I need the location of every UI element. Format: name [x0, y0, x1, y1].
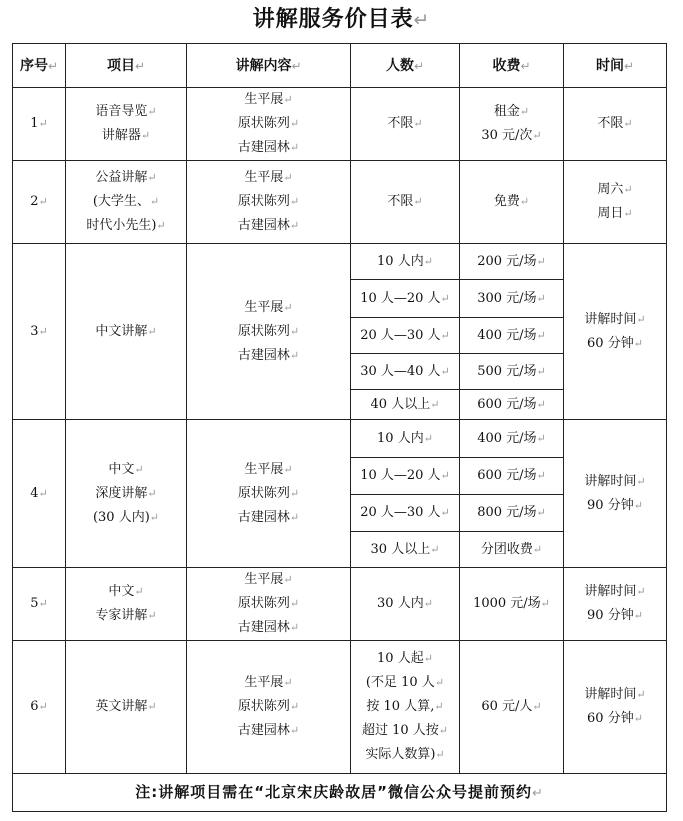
content-line	[189, 568, 348, 592]
time-text: 60 分钟	[587, 711, 634, 726]
row-number-text: 3	[30, 323, 39, 339]
project-line	[68, 190, 184, 214]
content-text: 古建园林	[237, 509, 290, 525]
content-line	[189, 320, 348, 344]
time-cell	[564, 244, 667, 420]
people-text: 10 人内	[377, 253, 424, 269]
paragraph-mark: ↵	[289, 348, 300, 362]
project-text: 讲解器	[101, 128, 141, 143]
content-text: 生平展	[244, 675, 284, 690]
paragraph-mark: ↵	[283, 93, 293, 106]
paragraph-mark: ↵	[636, 585, 646, 598]
time-text: 90 分钟	[587, 497, 634, 513]
time-text: 讲解时间	[584, 473, 637, 489]
paragraph-mark: ↵	[536, 291, 546, 305]
time-text: 90 分钟	[587, 608, 634, 623]
project-text: 中文讲解	[95, 323, 148, 339]
paragraph-mark: ↵	[633, 336, 643, 350]
fee-text: 60 元/人	[481, 699, 533, 714]
project-text: 时代小先生)	[86, 218, 157, 233]
content-cell	[187, 161, 351, 244]
paragraph-mark: ↵	[149, 195, 160, 208]
paragraph-mark: ↵	[289, 195, 300, 208]
paragraph-mark: ↵	[147, 609, 157, 622]
paragraph-mark: ↵	[636, 688, 646, 701]
paragraph-mark: ↵	[633, 498, 643, 512]
paragraph-mark: ↵	[532, 700, 542, 713]
project-line	[68, 124, 184, 148]
content-text: 古建园林	[237, 218, 290, 233]
people-cell	[351, 641, 460, 774]
content-cell	[187, 641, 351, 774]
time-text: 60 分钟	[587, 335, 634, 351]
paragraph-mark: ↵	[134, 585, 144, 598]
row-number-text: 6	[30, 699, 39, 714]
paragraph-mark: ↵	[440, 328, 450, 342]
people-cell	[351, 318, 460, 354]
content-cell	[187, 88, 351, 161]
paragraph-mark: ↵	[423, 254, 433, 268]
paragraph-mark: ↵	[48, 58, 58, 73]
time-text: 周日	[597, 206, 624, 221]
content-line	[189, 506, 348, 530]
row-number	[13, 244, 66, 420]
time-cell	[564, 568, 667, 641]
people-text: 超过 10 人按	[361, 723, 439, 738]
row-number	[13, 420, 66, 568]
paragraph-mark: ↵	[147, 486, 157, 500]
fee-text: 1000 元/场	[473, 596, 541, 611]
time-cell	[564, 161, 667, 244]
row-number	[13, 568, 66, 641]
column-header-text: 人数	[386, 57, 415, 74]
content-text: 原状陈列	[237, 485, 290, 501]
paragraph-mark: ↵	[540, 597, 550, 610]
project-text: (30 人内)	[92, 509, 150, 525]
people-text: 按 10 人算,	[366, 699, 435, 714]
content-line	[189, 296, 348, 320]
time-line	[566, 332, 664, 356]
time-line	[566, 494, 664, 518]
time-text: 讲解时间	[584, 311, 637, 327]
content-line	[189, 592, 348, 616]
paragraph-mark: ↵	[38, 597, 48, 610]
paragraph-mark: ↵	[536, 364, 546, 378]
paragraph-mark: ↵	[520, 58, 531, 73]
content-cell	[187, 244, 351, 420]
project-line	[68, 482, 184, 506]
paragraph-mark: ↵	[519, 195, 530, 208]
paragraph-mark: ↵	[623, 207, 633, 220]
content-text: 原状陈列	[237, 116, 290, 131]
fee-cell	[460, 420, 564, 458]
people-line	[353, 743, 457, 767]
paragraph-mark: ↵	[623, 117, 633, 130]
table-row	[13, 161, 667, 244]
fee-cell	[460, 390, 564, 420]
fee-text: 30 元/次	[481, 128, 533, 143]
paragraph-mark: ↵	[289, 700, 300, 713]
project-cell	[66, 420, 187, 568]
project-line	[68, 604, 184, 628]
column-header	[66, 44, 187, 88]
paragraph-mark: ↵	[536, 397, 546, 411]
people-text: 20 人—30 人	[360, 327, 441, 343]
people-text: 不限	[387, 116, 414, 131]
note-cell	[13, 774, 667, 812]
column-header	[564, 44, 667, 88]
paragraph-mark: ↵	[532, 785, 544, 801]
people-cell	[351, 495, 460, 532]
people-cell	[351, 161, 460, 244]
content-line	[189, 458, 348, 482]
row-number-text: 2	[30, 194, 39, 209]
row-number-text: 4	[30, 485, 39, 501]
time-line	[566, 683, 664, 707]
paragraph-mark: ↵	[532, 129, 542, 142]
content-cell	[187, 568, 351, 641]
content-cell	[187, 420, 351, 568]
paragraph-mark: ↵	[440, 364, 450, 378]
content-line	[189, 671, 348, 695]
time-cell	[564, 420, 667, 568]
content-text: 生平展	[244, 92, 284, 107]
paragraph-mark: ↵	[289, 621, 300, 634]
content-text: 古建园林	[237, 347, 290, 363]
content-text: 原状陈列	[237, 194, 290, 209]
project-line	[68, 695, 184, 719]
paragraph-mark: ↵	[434, 676, 445, 689]
paragraph-mark: ↵	[430, 397, 440, 411]
time-line	[566, 707, 664, 731]
paragraph-mark: ↵	[633, 712, 643, 725]
content-line	[189, 112, 348, 136]
content-text: 原状陈列	[237, 699, 290, 714]
content-text: 古建园林	[237, 140, 290, 155]
project-text: 中文	[108, 584, 135, 599]
content-line	[189, 616, 348, 640]
fee-text: 600 元/场	[477, 396, 537, 412]
fee-cell	[460, 458, 564, 495]
content-line	[189, 190, 348, 214]
paragraph-mark: ↵	[149, 510, 160, 524]
paragraph-mark: ↵	[38, 324, 48, 338]
row-number	[13, 88, 66, 161]
paragraph-mark: ↵	[38, 117, 48, 130]
column-header-text: 讲解内容	[235, 57, 292, 74]
content-line	[189, 719, 348, 743]
content-text: 生平展	[244, 170, 284, 185]
paragraph-mark: ↵	[536, 469, 546, 482]
project-text: 专家讲解	[95, 608, 148, 623]
column-header-text: 项目	[107, 57, 136, 74]
time-line	[566, 470, 664, 494]
paragraph-mark: ↵	[147, 324, 157, 338]
paragraph-mark: ↵	[134, 462, 144, 476]
paragraph-mark: ↵	[423, 431, 433, 445]
column-header-text: 序号	[20, 57, 49, 74]
column-header	[187, 44, 351, 88]
people-text: 40 人以上	[370, 396, 431, 412]
time-line	[566, 112, 664, 136]
fee-cell	[460, 354, 564, 390]
row-number-text: 5	[30, 596, 39, 611]
paragraph-mark: ↵	[440, 506, 450, 519]
paragraph-mark: ↵	[283, 462, 293, 476]
paragraph-mark: ↵	[156, 219, 166, 232]
people-line	[353, 695, 457, 719]
time-cell	[564, 641, 667, 774]
fee-line	[462, 592, 561, 616]
fee-text: 500 元/场	[477, 363, 537, 379]
paragraph-mark: ↵	[519, 105, 530, 118]
content-line	[189, 214, 348, 238]
paragraph-mark: ↵	[289, 141, 300, 154]
table-row	[13, 420, 667, 458]
time-text: 讲解时间	[584, 584, 637, 599]
fee-cell	[460, 280, 564, 318]
note-text: 注:讲解项目需在“北京宋庆龄故居”微信公众号提前预约	[135, 782, 533, 801]
paragraph-mark: ↵	[289, 324, 300, 338]
paragraph-mark: ↵	[435, 748, 445, 761]
fee-line	[462, 695, 561, 719]
paragraph-mark: ↵	[289, 597, 300, 610]
time-line	[566, 604, 664, 628]
paragraph-mark: ↵	[291, 58, 302, 73]
people-cell	[351, 354, 460, 390]
people-text: 实际人数算)	[365, 747, 436, 762]
paragraph-mark: ↵	[413, 117, 423, 130]
fee-line	[462, 124, 561, 148]
project-line	[68, 214, 184, 238]
paragraph-mark: ↵	[536, 431, 546, 445]
paragraph-mark: ↵	[440, 291, 450, 305]
project-line	[68, 166, 184, 190]
content-text: 生平展	[244, 461, 284, 477]
project-text: 中文	[108, 461, 135, 477]
time-line	[566, 580, 664, 604]
fee-cell	[460, 318, 564, 354]
paragraph-mark: ↵	[147, 105, 157, 118]
paragraph-mark: ↵	[623, 183, 633, 196]
people-text: 10 人起	[377, 651, 424, 666]
paragraph-mark: ↵	[289, 486, 300, 500]
row-number-text: 1	[30, 116, 39, 131]
project-line	[68, 100, 184, 124]
paragraph-mark: ↵	[135, 58, 145, 73]
project-cell	[66, 641, 187, 774]
paragraph-mark: ↵	[38, 195, 48, 208]
paragraph-mark: ↵	[289, 510, 300, 524]
column-header	[13, 44, 66, 88]
paragraph-mark: ↵	[283, 300, 293, 314]
paragraph-mark: ↵	[289, 724, 300, 737]
people-text: 不限	[387, 194, 414, 209]
fee-cell	[460, 568, 564, 641]
project-text: 深度讲解	[95, 485, 148, 501]
content-line	[189, 482, 348, 506]
project-line	[68, 458, 184, 482]
people-text: 10 人—20 人	[360, 468, 441, 483]
people-text: 10 人内	[377, 430, 424, 446]
paragraph-mark: ↵	[633, 609, 643, 622]
content-line	[189, 695, 348, 719]
column-header-text: 时间	[596, 57, 625, 74]
paragraph-mark: ↵	[536, 254, 546, 268]
project-cell	[66, 568, 187, 641]
people-text: (不足 10 人	[365, 675, 435, 690]
people-text: 30 人—40 人	[360, 363, 441, 379]
table-row	[13, 88, 667, 161]
people-text: 30 人以上	[370, 541, 431, 557]
project-line	[68, 506, 184, 530]
paragraph-mark: ↵	[440, 469, 450, 482]
content-line	[189, 166, 348, 190]
content-line	[189, 88, 348, 112]
fee-line	[462, 190, 561, 214]
paragraph-mark: ↵	[414, 58, 424, 73]
fee-line	[462, 100, 561, 124]
people-cell	[351, 244, 460, 280]
project-text: 英文讲解	[95, 699, 148, 714]
content-line	[189, 344, 348, 368]
project-cell	[66, 161, 187, 244]
table-row	[13, 568, 667, 641]
content-text: 古建园林	[237, 620, 290, 635]
time-line	[566, 202, 664, 226]
people-cell	[351, 390, 460, 420]
content-text: 生平展	[244, 299, 284, 315]
people-line	[353, 647, 457, 671]
paragraph-mark: ↵	[289, 219, 300, 232]
paragraph-mark: ↵	[636, 312, 646, 326]
fee-text: 租金	[493, 104, 520, 119]
paragraph-mark: ↵	[283, 171, 293, 184]
fee-text: 800 元/场	[477, 505, 537, 520]
people-text: 20 人—30 人	[360, 505, 441, 520]
time-text: 周六	[597, 182, 624, 197]
paragraph-mark: ↵	[532, 542, 543, 556]
project-line	[68, 320, 184, 344]
paragraph-mark: ↵	[636, 474, 646, 488]
paragraph-mark: ↵	[147, 171, 157, 184]
paragraph-mark: ↵	[289, 117, 300, 130]
project-text: 公益讲解	[95, 170, 148, 185]
people-cell	[351, 420, 460, 458]
paragraph-mark: ↵	[430, 542, 440, 556]
paragraph-mark: ↵	[423, 652, 433, 665]
fee-text: 200 元/场	[477, 253, 537, 269]
paragraph-mark: ↵	[624, 58, 634, 73]
paragraph-mark: ↵	[536, 506, 546, 519]
paragraph-mark: ↵	[140, 129, 151, 142]
fee-text: 300 元/场	[477, 290, 537, 306]
people-cell	[351, 532, 460, 568]
people-cell	[351, 568, 460, 641]
table-row	[13, 244, 667, 280]
paragraph-mark: ↵	[423, 597, 433, 610]
project-text: 语音导览	[95, 104, 148, 119]
paragraph-mark: ↵	[283, 676, 293, 689]
people-cell	[351, 280, 460, 318]
column-header-text: 收费	[492, 57, 521, 74]
paragraph-mark: ↵	[434, 700, 444, 713]
fee-cell	[460, 532, 564, 568]
paragraph-mark: ↵	[38, 486, 48, 500]
fee-text: 免费	[493, 194, 520, 209]
row-number	[13, 161, 66, 244]
fee-cell	[460, 88, 564, 161]
price-table	[12, 43, 667, 812]
project-line	[68, 580, 184, 604]
table-row	[13, 641, 667, 774]
people-text: 10 人—20 人	[360, 290, 441, 306]
note-row	[13, 774, 667, 812]
fee-text: 400 元/场	[477, 327, 537, 343]
time-line	[566, 178, 664, 202]
header-row	[13, 44, 667, 88]
project-text: (大学生、	[92, 194, 150, 209]
people-cell	[351, 458, 460, 495]
people-line	[353, 719, 457, 743]
time-text: 讲解时间	[584, 687, 637, 702]
content-text: 原状陈列	[237, 596, 290, 611]
column-header	[460, 44, 564, 88]
fee-text: 600 元/场	[477, 468, 537, 483]
project-cell	[66, 244, 187, 420]
content-text: 原状陈列	[237, 323, 290, 339]
content-line	[189, 136, 348, 160]
content-text: 生平展	[244, 572, 284, 587]
people-cell	[351, 88, 460, 161]
time-text: 不限	[597, 116, 624, 131]
fee-text: 400 元/场	[477, 430, 537, 446]
paragraph-mark: ↵	[147, 700, 157, 713]
fee-cell	[460, 244, 564, 280]
paragraph-mark: ↵	[38, 700, 48, 713]
content-text: 古建园林	[237, 723, 290, 738]
paragraph-mark: ↵	[536, 328, 546, 342]
page-title: 讲解服务价目表↵	[252, 7, 431, 32]
row-number	[13, 641, 66, 774]
fee-cell	[460, 641, 564, 774]
fee-cell	[460, 495, 564, 532]
people-text: 30 人内	[377, 596, 424, 611]
project-cell	[66, 88, 187, 161]
people-line	[353, 671, 457, 695]
paragraph-mark: ↵	[438, 724, 449, 737]
paragraph-mark: ↵	[413, 195, 423, 208]
time-line	[566, 308, 664, 332]
paragraph-mark: ↵	[283, 573, 293, 586]
fee-cell	[460, 161, 564, 244]
column-header	[351, 44, 460, 88]
time-cell	[564, 88, 667, 161]
fee-text: 分团收费	[480, 541, 533, 557]
